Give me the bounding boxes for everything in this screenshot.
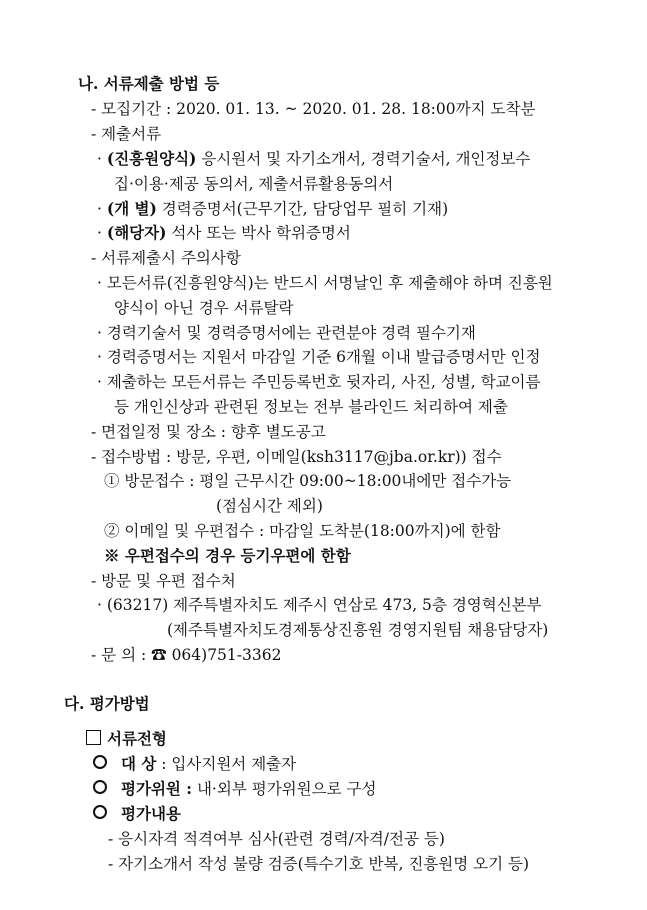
bullet: · <box>97 224 107 242</box>
members-value: 내·외부 평가위원으로 구성 <box>192 780 377 798</box>
content-item-2: - 자기소개서 작성 불량 검증(특수기호 반복, 진흥원명 오기 등) <box>108 855 530 873</box>
caution-1: · 모든서류(진흥원양식)는 반드시 서명날인 후 제출해야 하며 진흥원 <box>97 274 553 292</box>
doc-screening-label: 서류전형 <box>107 729 167 748</box>
recruit-period: - 모집기간 : 2020. 01. 13. ~ 2020. 01. 28. 18:00까지 도착분 <box>91 100 536 118</box>
bullet: · <box>97 200 107 218</box>
submit-method: - 접수방법 : 방문, 우편, 이메일(ksh3117@jba.or.kr)) 접수 <box>91 448 502 466</box>
doc-text: 석사 또는 박사 학위증명서 <box>166 224 351 242</box>
caution-heading: - 서류제출시 주의사항 <box>91 249 241 267</box>
content-row <box>93 803 181 825</box>
visit-submission: ① 방문접수 : 평일 근무시간 09:00~18:00내에만 접수가능 <box>104 472 512 490</box>
content-label: 평가내용 <box>121 804 181 823</box>
doc-tag: (해당자) <box>106 223 167 242</box>
doc-tag: (개 별) <box>106 199 157 218</box>
registered-mail-note: ※ 우편접수의 경우 등기우편에 한함 <box>104 546 351 565</box>
doc-text: 경력증명서(근무기간, 담당업무 필히 기재) <box>156 200 449 218</box>
interview-schedule: - 면접일정 및 장소 : 향후 별도공고 <box>91 423 326 441</box>
contact-value: 064)751-3362 <box>166 646 282 664</box>
members-label: 평가위원 : <box>121 779 193 798</box>
address-cont: (제주특별자치도경제통상진흥원 경영지원팀 채용담당자) <box>167 621 549 639</box>
address: · (63217) 제주특별자치도 제주시 연삼로 473, 5층 경영혁신본부 <box>97 596 542 614</box>
checkbox-icon <box>86 730 101 745</box>
doc-item-2 <box>97 198 448 220</box>
target-row <box>93 753 296 775</box>
caution-1-cont: 양식이 아닌 경우 서류탈락 <box>114 299 294 317</box>
target-label: 대 상 <box>121 754 157 773</box>
members-row <box>93 778 376 800</box>
doc-tag: (진흥원양식) <box>106 149 197 168</box>
doc-item-1-cont: 집·이용·제공 동의서, 제출서류활용동의서 <box>114 175 394 193</box>
caution-4-cont: 등 개인신상과 관련된 정보는 전부 블라인드 처리하여 제출 <box>114 398 508 416</box>
section-title-da: 다. 평가방법 <box>64 694 150 713</box>
circle-bullet-icon <box>93 755 107 769</box>
email-submission: ② 이메일 및 우편접수 : 마감일 도착분(18:00까지)에 한함 <box>104 522 501 540</box>
section-title-na: 나. 서류제출 방법 등 <box>78 74 220 93</box>
docs-heading: - 제출서류 <box>91 125 162 143</box>
doc-item-3 <box>97 222 351 244</box>
visit-submission-cont: (점심시간 제외) <box>216 497 323 515</box>
caution-3: · 경력증명서는 지원서 마감일 기준 6개월 이내 발급증명서만 인정 <box>97 348 541 366</box>
doc-screening-heading <box>86 728 167 750</box>
bullet: · <box>97 150 107 168</box>
circle-bullet-icon <box>93 805 107 819</box>
doc-text: 응시원서 및 자기소개서, 경력기술서, 개인정보수 <box>196 150 531 168</box>
contact <box>91 644 281 666</box>
doc-item-1 <box>97 148 530 170</box>
caution-4: · 제출하는 모든서류는 주민등록번호 뒷자리, 사진, 성별, 학교이름 <box>97 373 541 391</box>
circle-bullet-icon <box>93 780 107 794</box>
phone-icon: ☎ <box>151 646 167 664</box>
caution-2: · 경력기술서 및 경력증명서에는 관련분야 경력 필수기재 <box>97 324 476 342</box>
contact-label: - 문 의 : <box>91 646 152 664</box>
target-value: : 입사지원서 제출자 <box>156 755 297 773</box>
content-item-1: - 응시자격 적격여부 심사(관련 경력/자격/전공 등) <box>108 830 445 848</box>
place-heading: - 방문 및 우편 접수처 <box>91 572 236 590</box>
